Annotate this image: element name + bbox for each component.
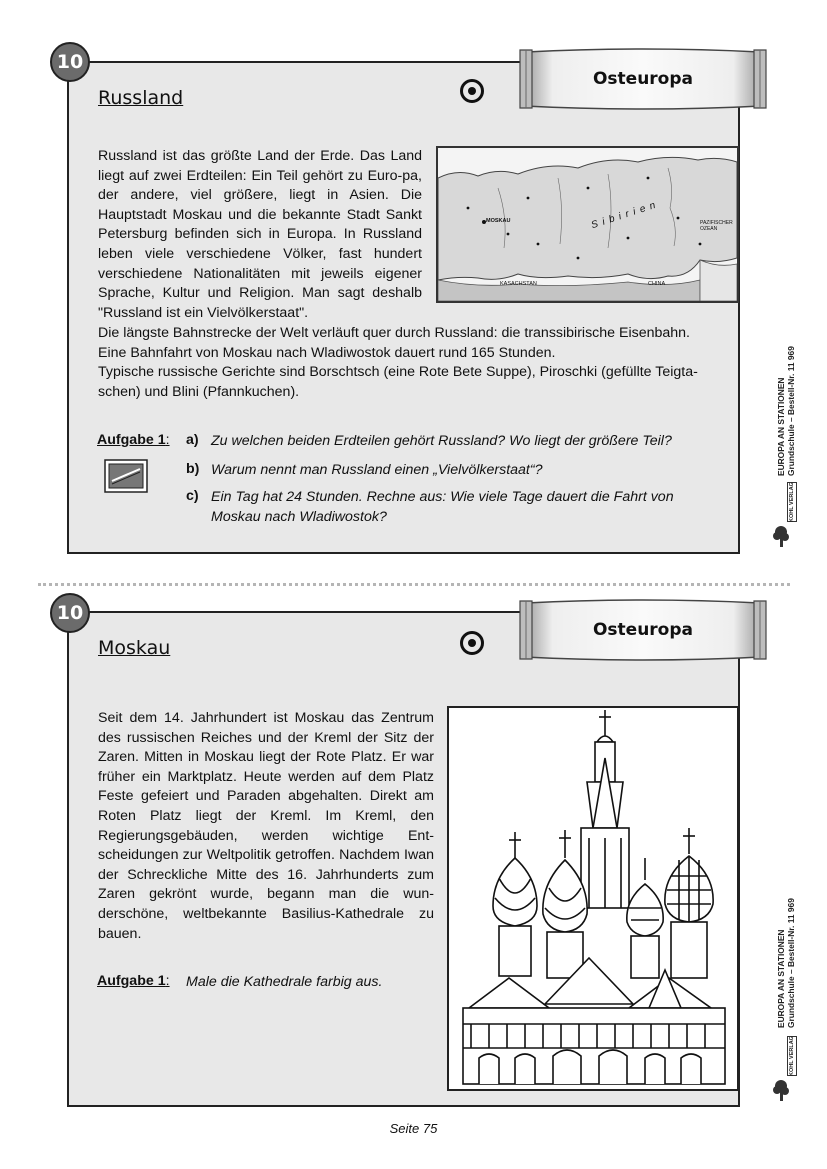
map-label-south-west: KASACHSTAN [500,281,537,287]
russia-map [436,146,739,303]
task-label-text: Aufgabe 1 [97,432,166,448]
task-label [97,973,170,989]
side-credit-line1: EUROPA AN STATIONEN [776,929,786,1028]
side-credit [772,850,812,1106]
section-divider [38,583,790,586]
paragraph-line: Eine Bahnfahrt von Moskau nach Wladiwostok dauert rund 165 Stunden. [98,344,556,361]
card-right-border [738,61,740,553]
target-icon [460,79,484,103]
main-paragraph [98,324,738,402]
tree-logo-icon [772,1078,794,1104]
side-credit [772,300,812,550]
target-icon [460,631,484,655]
question-text: Zu welchen beiden Erdteilen gehört Russland? Wo liegt der größere Teil? [211,433,672,449]
region-banner [518,597,768,663]
task-label-colon: : [165,973,170,989]
task-label-text: Aufgabe 1 [97,973,166,989]
intro-text: Russland ist das größte Land der Erde. Das Land liegt auf zwei Erdteilen: Ein Teil gehört zu Euro-pa, der andere, viel größere, liegt in Asien. Die Hauptstadt Moskau und die bekannte Stadt Sankt Petersburg befinden sich in Europa. In Russland leben viele verschiedene Völker, fast hundert verschiedene Nationalitäten mit jeweils eigener Sprache, Kultur und Religion. Man sagt deshalb "Russland ist ein Vielvölkerstaat". [98,148,422,321]
writing-book-icon [104,459,148,493]
russia-map-graphic [438,148,737,301]
publisher-logo [787,1036,797,1076]
task-text: Male die Kathedrale farbig aus. [186,974,383,990]
question-letter: a) [186,432,199,448]
map-label-ocean: PAZIFISCHER OZEAN [700,220,733,232]
task-label [97,432,170,448]
side-credit-line2: Grundschule – Bestell-Nr. 11 969 [786,346,796,476]
card-title: Russland [98,87,184,109]
publisher-name: KOHL VERLAG [789,1036,795,1076]
station-number-badge: 10 [50,42,90,82]
question-text: Ein Tag hat 24 Stunden. Rechne aus: Wie viele Tage dauert die Fahrt von Moskau nach Wladiwostok? [211,489,674,525]
intro-paragraph [98,147,422,323]
paragraph-line: Die längste Bahnstrecke der Welt verläuft quer durch Russland: die transsibirische Eisenbahn. [98,325,690,341]
moskau-paragraph [98,709,434,944]
region-banner [518,46,768,112]
moskau-text: Seit dem 14. Jahrhundert ist Moskau das Zentrum des russischen Reiches und der Kreml der Sitz der Zaren. Mitten in Moskau liegt der Rote Platz. Er war früher ein Marktplatz. Heute werden auf dem Platz Feste gefeiert und Paraden abgehalten. Direkt am Roten Platz liegt der Kreml. Im Kreml, den Regierungsgebäuden, werden wichtige Ent-scheidungen zur Weltpolitik getroffen. Nachdem Iwan der Schreckliche Mitte des 16. Jahrhunderts zum Zaren gekrönt wurde, begann man die wun-derschöne, weltbekannte Basilius-Kathedrale zu bauen. [98,710,434,942]
page-number: Seite 75 [389,1121,438,1136]
station-number-badge: 10 [50,593,90,633]
task-label-colon: : [165,432,170,448]
card-top-border [88,611,522,613]
basilius-cathedral-drawing [449,708,737,1089]
tree-logo-icon [772,524,794,550]
cathedral-illustration [447,706,739,1091]
map-label-region: S i b i r i e n [589,199,658,232]
map-label-capital: MOSKAU [486,218,511,224]
question-text: Warum nennt man Russland einen „Vielvölkerstaat“? [211,462,543,478]
map-label-south-east: CHINA [648,281,666,287]
publisher-logo [787,482,797,522]
paragraph-line: Typische russische Gerichte sind Borschtsch (eine Rote Bete Suppe), Piroschki (gefüllte Teigta-schen) und Blini (Pfannkuchen). [98,364,698,400]
publisher-name: KOHL VERLAG [789,482,795,522]
card-title: Moskau [98,637,171,659]
side-credit-line1: EUROPA AN STATIONEN [776,377,786,476]
question-letter: c) [186,488,199,504]
question-letter: b) [186,461,200,477]
card-top-border [88,61,522,63]
side-credit-line2: Grundschule – Bestell-Nr. 11 969 [786,898,796,1028]
region-banner-label: Osteuropa [592,620,694,640]
region-banner-label: Osteuropa [592,69,694,89]
